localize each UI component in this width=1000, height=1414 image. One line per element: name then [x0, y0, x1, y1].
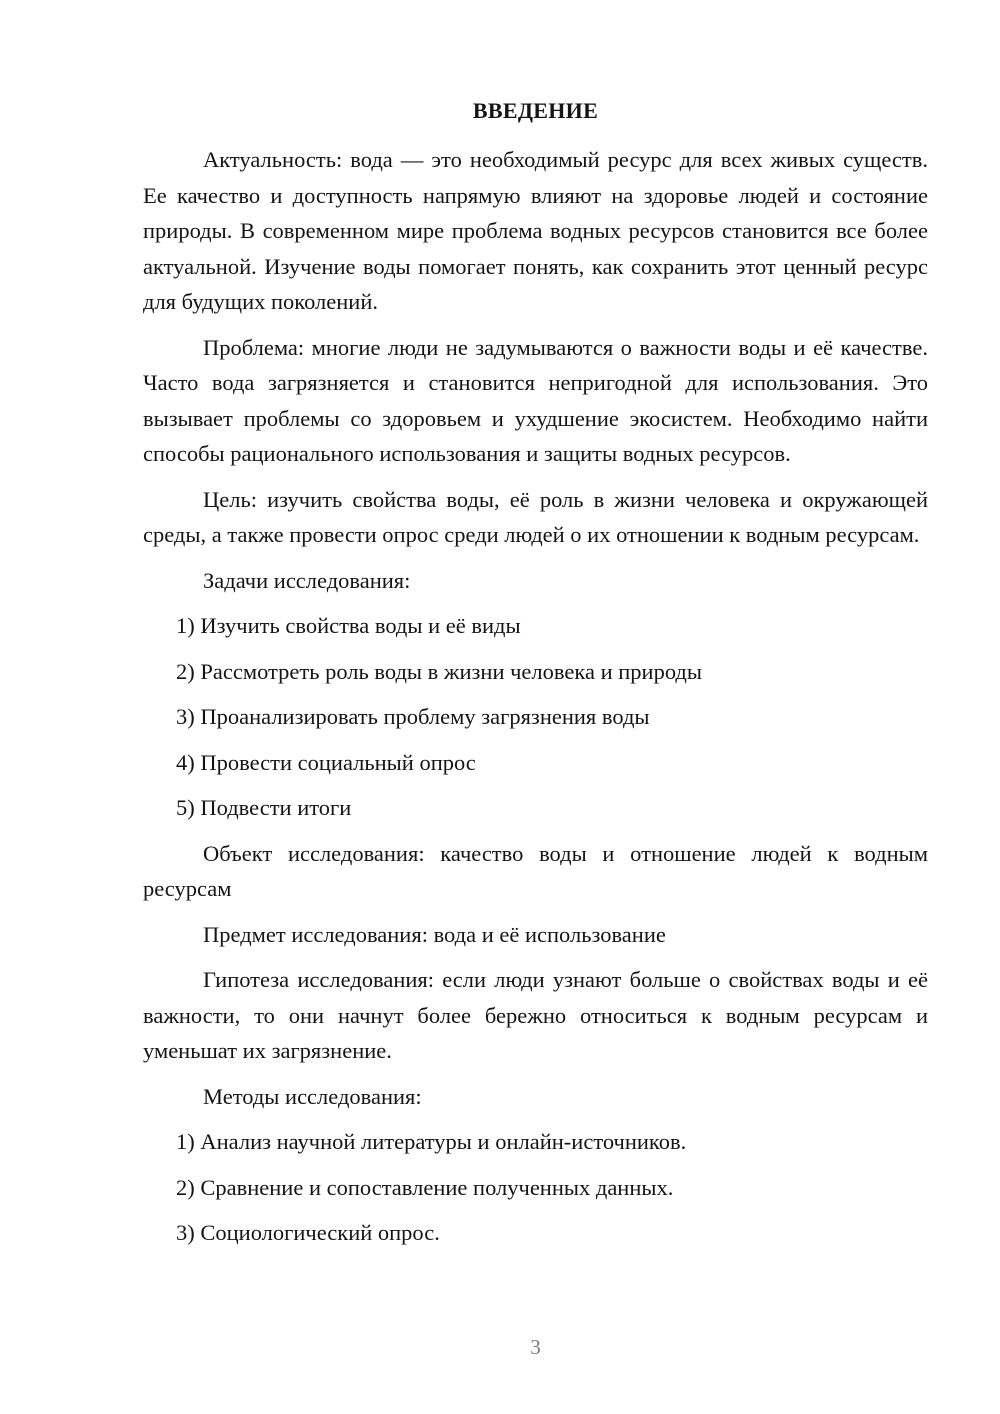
hypothesis-paragraph: Гипотеза исследования: если люди узнают больше о свойствах воды и её важности, то они начнут более бережно относиться к водным ресурсам и уменьшат их загрязнение. — [143, 967, 928, 1063]
task-item: 1) Изучить свойства воды и её виды — [176, 613, 521, 638]
methods-heading: Методы исследования: — [203, 1083, 422, 1109]
page-title: ВВЕДЕНИЕ — [472, 98, 599, 123]
method-item: 1) Анализ научной литературы и онлайн-источников. — [176, 1129, 687, 1154]
method-item: 3) Социологический опрос. — [176, 1220, 440, 1245]
task-item: 2) Рассмотреть роль воды в жизни человека и природы — [176, 658, 702, 684]
task-item: 3) Проанализировать проблему загрязнения воды — [176, 704, 650, 729]
goal-paragraph: Цель: изучить свойства воды, её роль в жизни человека и окружающей среды, а также провести опрос среди людей о их отношении к водным ресурсам. — [143, 486, 928, 547]
object-paragraph: Объект исследования: качество воды и отношение людей к водным ресурсам — [143, 840, 928, 901]
problem-paragraph: Проблема: многие люди не задумываются о важности воды и её качестве. Часто вода загрязняется и становится непригодной для использования. Это вызывает проблемы со здоровьем и ухудшение экосистем. Необходимо найти способы рационального использования и защиты водных ресурсов. — [143, 334, 928, 466]
page-content — [143, 142, 928, 1261]
method-item: 2) Сравнение и сопоставление полученных данных. — [176, 1174, 674, 1200]
task-item: 4) Провести социальный опрос — [176, 749, 476, 775]
page-number: 3 — [530, 1335, 541, 1359]
relevance-paragraph: Актуальность: вода — это необходимый ресурс для всех живых существ. Ее качество и доступность напрямую влияют на здоровье людей и состояние природы. В современном мире проблема водных ресурсов становится все более актуальной. Изучение воды помогает понять, как сохранить этот ценный ресурс для будущих поколений. — [143, 147, 928, 314]
task-item: 5) Подвести итоги — [176, 795, 352, 820]
tasks-heading: Задачи исследования: — [203, 567, 411, 593]
document-page — [143, 0, 928, 1414]
subject-paragraph: Предмет исследования: вода и её использование — [203, 921, 666, 947]
